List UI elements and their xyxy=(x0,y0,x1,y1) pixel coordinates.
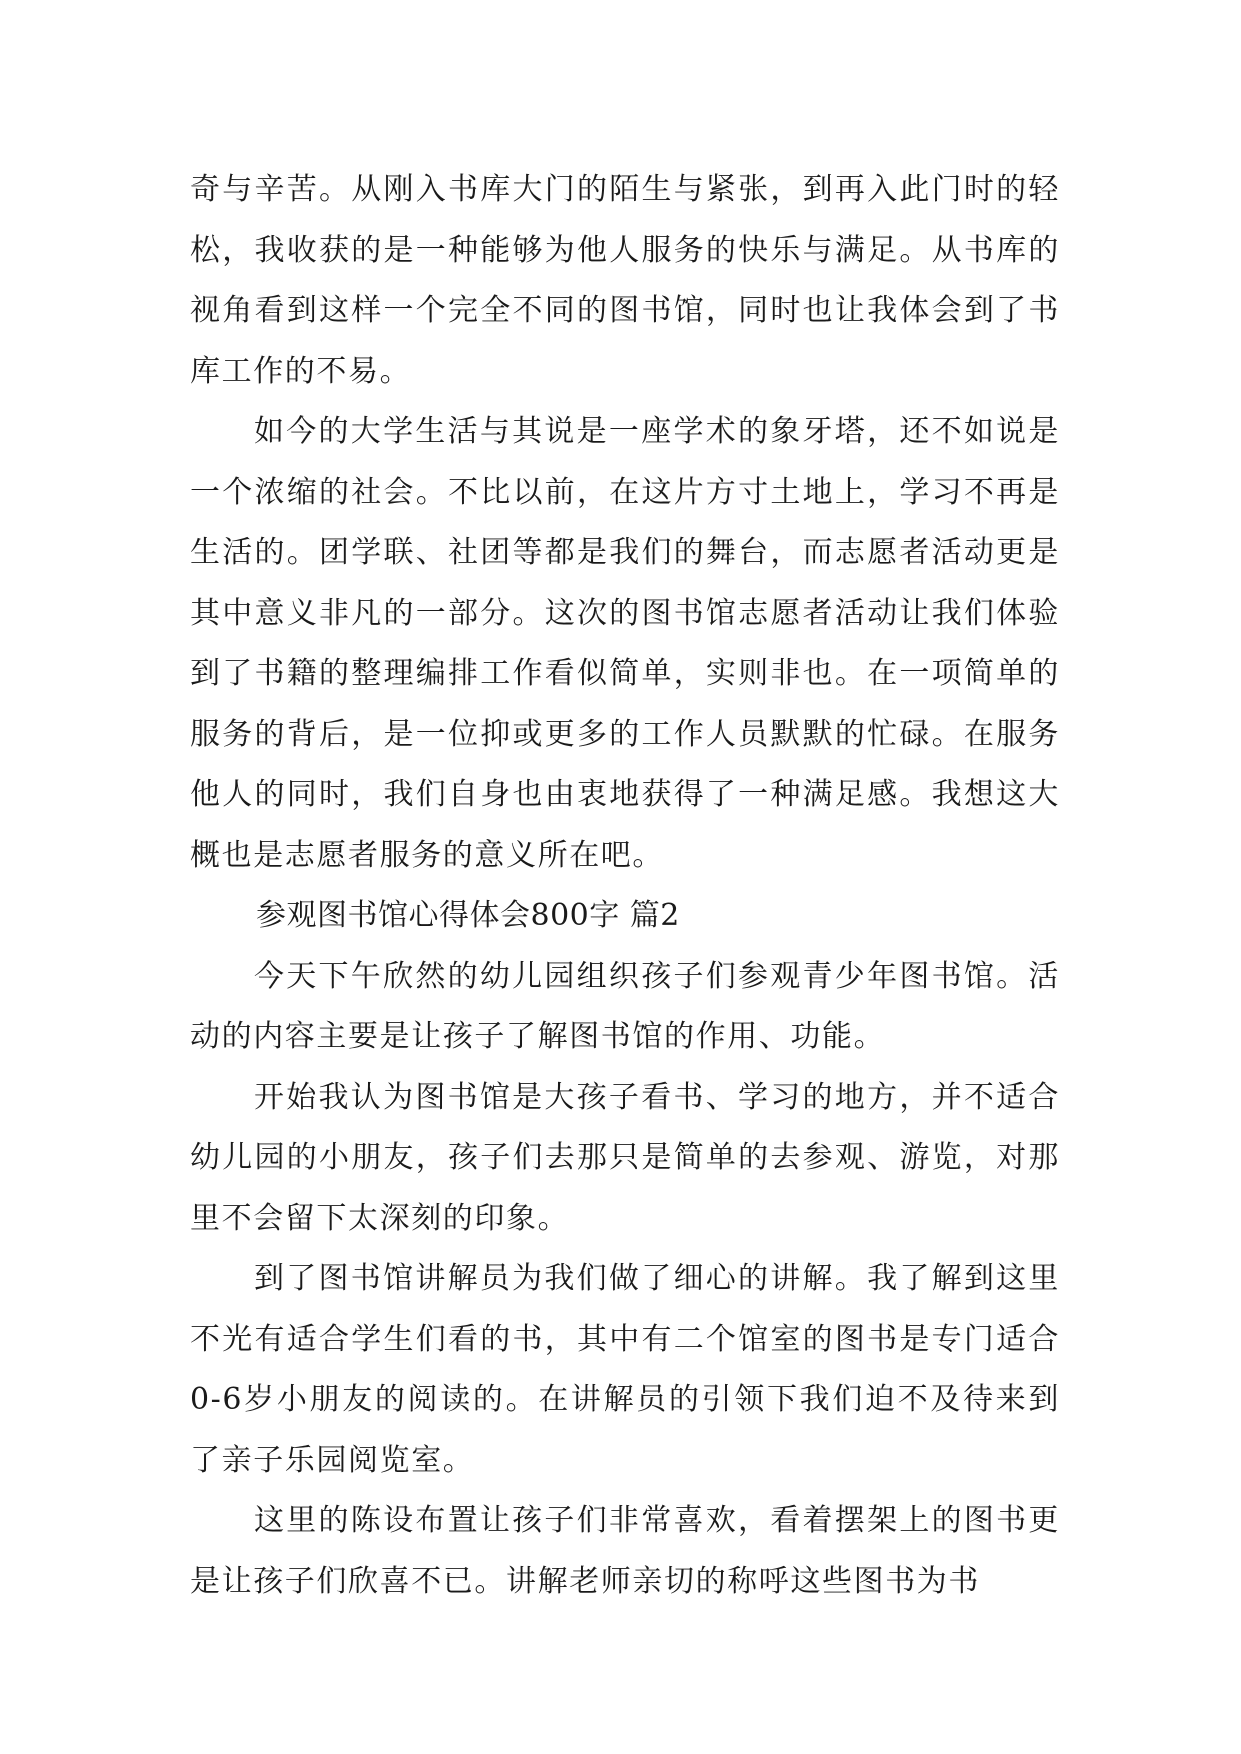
document-page xyxy=(190,160,1060,1612)
section-heading: 参观图书馆心得体会800字 篇2 xyxy=(256,898,680,933)
paragraph-first-impression: 开始我认为图书馆是大孩子看书、学习的地方，并不适合幼儿园的小朋友，孩子们去那只是简单的去参观、游览，对那里不会留下太深刻的印象。 xyxy=(190,1079,1060,1236)
paragraph-university-life: 如今的大学生活与其说是一座学术的象牙塔，还不如说是一个浓缩的社会。不比以前，在这片方寸土地上，学习不再是生活的。团学联、社团等都是我们的舞台，而志愿者活动更是其中意义非凡的一部分。这次的图书馆志愿者活动让我们体验到了书籍的整理编排工作看似简单，实则非也。在一项简单的服务的背后，是一位抑或更多的工作人员默默的忙碌。在服务他人的同时，我们自身也由衷地获得了一种满足感。我想这大概也是志愿者服务的意义所在吧。 xyxy=(190,414,1060,873)
paragraph-continuation: 奇与辛苦。从刚入书库大门的陌生与紧张，到再入此门时的轻松，我收获的是一种能够为他人服务的快乐与满足。从书库的视角看到这样一个完全不同的图书馆，同时也让我体会到了书库工作的不易。 xyxy=(190,172,1060,389)
paragraph-kindergarten-visit: 今天下午欣然的幼儿园组织孩子们参观青少年图书馆。活动的内容主要是让孩子了解图书馆的作用、功能。 xyxy=(190,958,1060,1054)
paragraph-reading-room: 这里的陈设布置让孩子们非常喜欢，看着摆架上的图书更是让孩子们欣喜不已。讲解老师亲切的称呼这些图书为书 xyxy=(190,1503,1060,1599)
paragraph-guide-explanation: 到了图书馆讲解员为我们做了细心的讲解。我了解到这里不光有适合学生们看的书，其中有二个馆室的图书是专门适合0-6岁小朋友的阅读的。在讲解员的引领下我们迫不及待来到了亲子乐园阅览室。 xyxy=(190,1261,1060,1478)
